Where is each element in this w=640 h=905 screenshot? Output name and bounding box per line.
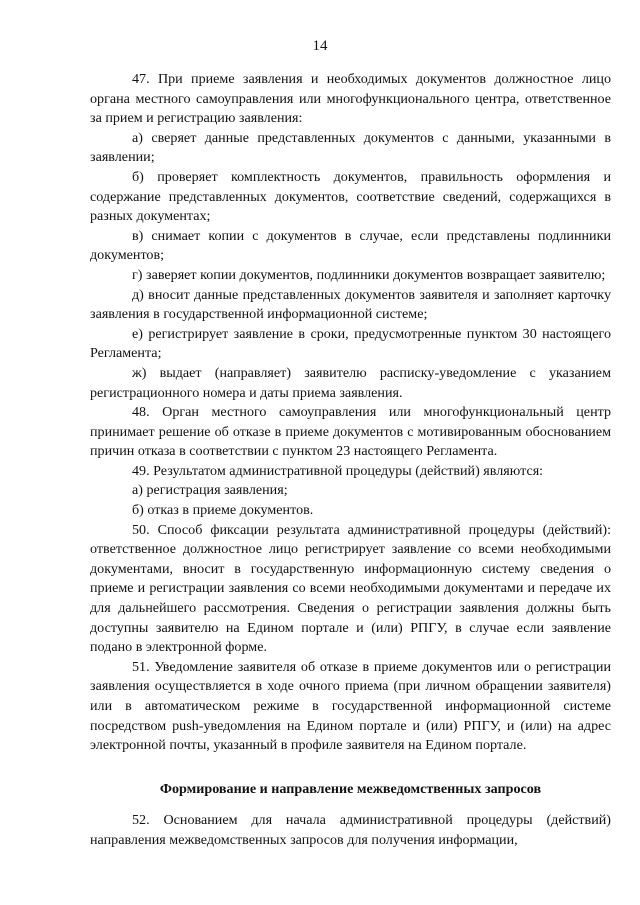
paragraph-49: 49. Результатом административной процедуры (действий) являются: <box>132 462 544 479</box>
list-item-b: б) проверяет комплектность документов, правильность оформления и содержание представленных документов, соответствие сведений, содержащихся в разных документах; <box>90 168 611 225</box>
paragraph-52: 52. Основанием для начала административной процедуры (действий) направления межведомственных запросов для получения информации, <box>90 812 611 848</box>
section-title: Формирование и направление межведомственных запросов <box>159 780 542 797</box>
list-item-d: д) вносит данные представленных документов заявителя и заполняет карточку заявления в государственной информационной системе; <box>90 286 611 323</box>
paragraph-50: 50. Способ фиксации результата административной процедуры (действий): ответственное должностное лицо регистрирует заявление со всеми необходимыми документами, вносит в государственную информационную систему сведения о приеме и регистрации заявления со всеми необходимыми документами и передаче их для дальнейшего рассмотрения. Сведения о регистрации заявления должны быть доступны заявителю на Едином портале и (или) РПГУ, в случае если заявление подано в электронной форме. <box>90 521 611 656</box>
list-item-49-a: а) регистрация заявления; <box>132 482 288 499</box>
list-item-a: а) сверяет данные представленных документов с данными, указанными в заявлении; <box>90 129 611 166</box>
list-item-e: е) регистрирует заявление в сроки, предусмотренные пунктом 30 настоящего Регламента; <box>90 325 611 362</box>
list-item-zh: ж) выдает (направляет) заявителю расписку-уведомление с указанием регистрационного номера и даты приема заявления. <box>90 364 611 401</box>
page-number: 14 <box>312 38 328 54</box>
paragraph-48: 48. Орган местного самоуправления или многофункциональный центр принимает решение об отказе в приеме документов с мотивированным обоснованием причин отказа в соответствии с пунктом 23 настоящего Регламента. <box>90 404 611 460</box>
paragraph-47: 47. При приеме заявления и необходимых документов должностное лицо органа местного самоуправления или многофункционального центра, ответственное за прием и регистрацию заявления: <box>90 71 611 127</box>
list-item-g: г) заверяет копии документов, подлинники документов возвращает заявителю; <box>132 266 606 283</box>
list-item-49-b: б) отказ в приеме документов. <box>132 502 314 519</box>
document-body <box>90 70 611 851</box>
list-item-v: в) снимает копии с документов в случае, если представлены подлинники документов; <box>90 227 611 264</box>
paragraph-51: 51. Уведомление заявителя об отказе в приеме документов или о регистрации заявления осуществляется в ходе очного приема (при личном обращении заявителя) или в автоматическом режиме в государственной информационной системе посредством push-уведомления на Едином портале и (или) РПГУ, и (или) на адрес электронной почты, указанный в профиле заявителя на Едином портале. <box>90 658 611 754</box>
